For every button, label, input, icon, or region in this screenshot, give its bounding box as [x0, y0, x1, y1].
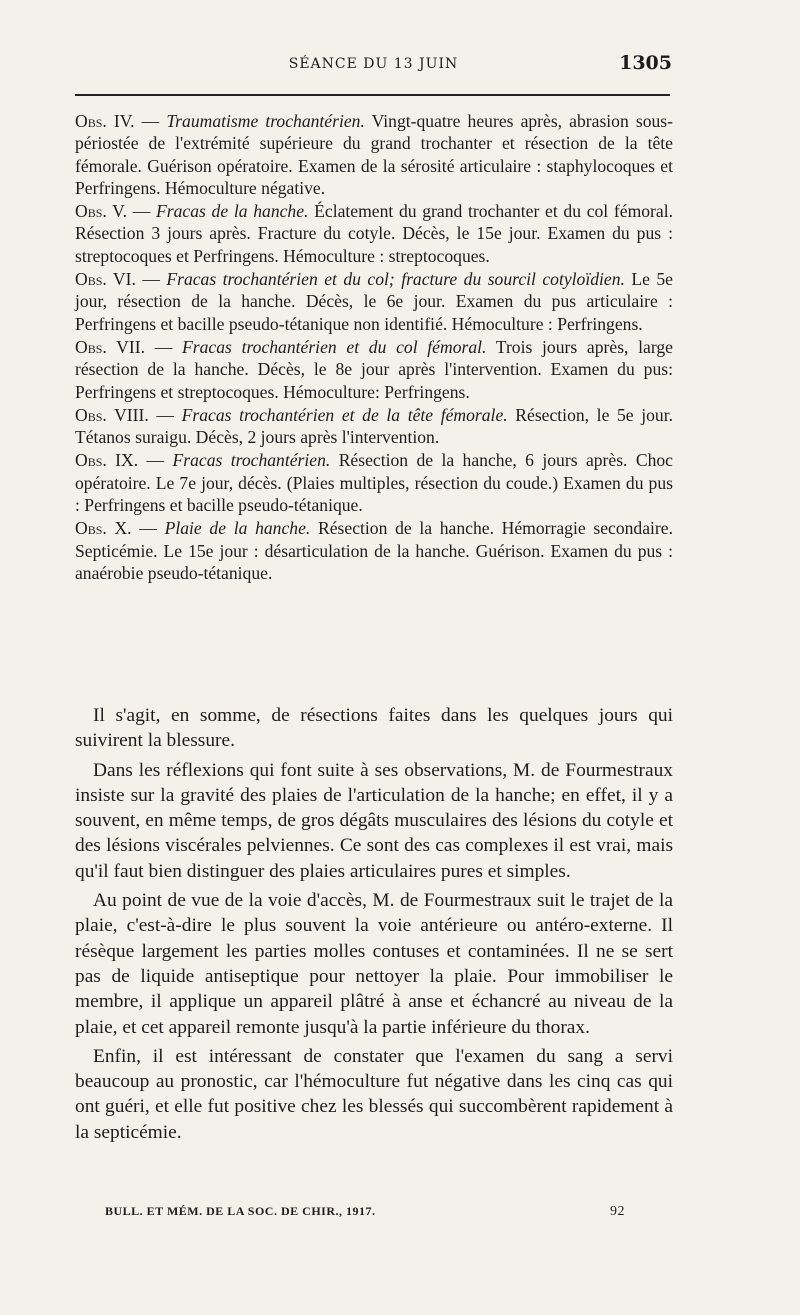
observation-title: Fracas de la hanche. — [156, 201, 309, 222]
paragraph: Dans les réflexions qui font suite à ses observations, M. de Fourmestraux insiste sur la gravité des plaies de l'articulation de la hanche; en effet, il y a souvent, en même temps, de gros dégâts musculaires des lésions du cotyle et des lésions viscérales pelviennes. Ce sont des cas complexes il est vrai, mais qu'il faut bien distinguer des plaies articulaires pures et simples. — [75, 759, 673, 882]
body-text — [75, 703, 673, 1149]
observation-title: Fracas trochantérien et du col fémoral. — [182, 336, 487, 357]
observation-label: Obs. VIII. — [75, 404, 149, 425]
paragraph: Enfin, il est intéressant de constater que l'examen du sang a servi beaucoup au pronostic, car l'hémoculture fut négative dans les cinq cas qui ont guéri, et elle fut positive chez les blessés qui succombèrent rapidement à la septicémie. — [75, 1045, 673, 1143]
observation-item: Obs. V. — Fracas de la hanche. Éclatement du grand trochanter et du col fémoral. Résection 3 jours après. Fracture du cotyle. Décès, le 15e jour. Examen du pus : streptocoques et Perfringens. Hémoculture : streptocoques. — [75, 201, 673, 266]
observation-item: Obs. VI. — Fracas trochantérien et du col; fracture du sourcil cotyloïdien. Le 5e jour, résection de la hanche. Décès, le 6e jour. Examen du pus articulaire : Perfringens et bacille pseudo-tétanique non identifié. Hémoculture : Perfringens. — [75, 269, 673, 334]
observation-text: Résection de la hanche. Hémorragie secondaire. Septicémie. Le 15e jour : désarticulation de la hanche. Guérison. Examen du pus : anaérobie pseudo-tétanique. — [75, 518, 673, 583]
paragraph: Au point de vue de la voie d'accès, M. de Fourmestraux suit le trajet de la plaie, c'est-à-dire le plus souvent la voie antérieure ou antéro-externe. Il résèque largement les parties molles contuses et contaminées. Il ne se sert pas de liquide antiseptique pour nettoyer la plaie. Pour immobiliser le membre, il applique un appareil plâtré à anse et échancré au niveau de la plaie, et cet appareil remonte jusqu'à la partie inférieure du thorax. — [75, 890, 673, 1038]
observation-label: Obs. X. — [75, 518, 132, 539]
running-title: SÉANCE DU 13 JUIN — [288, 56, 459, 72]
observation-title: Fracas trochantérien et du col; fracture du sourcil cotyloïdien. — [166, 269, 625, 290]
observation-item: Obs. IV. — Traumatisme trochantérien. Vingt-quatre heures après, abrasion sous-périostée de l'extrémité supérieure du grand trochanter et résection de la tête fémorale. Guérison opératoire. Examen de la sérosité articulaire : staphylocoques et Perfringens. Hémoculture négative. — [75, 111, 674, 198]
page-number: 1305 — [619, 52, 672, 74]
observation-label: Obs. VI. — [75, 269, 136, 290]
observation-text: Résection, le 5e jour. Tétanos suraigu. Décès, 2 jours après l'intervention. — [75, 404, 674, 448]
observation-label: Obs. IV. — [75, 111, 135, 131]
publication-source: BULL. ET MÉM. DE LA SOC. DE CHIR., 1917. — [105, 1204, 376, 1218]
observations-list — [75, 110, 673, 585]
observation-label: Obs. V. — [75, 201, 127, 222]
observation-item: Obs. VII. — Fracas trochantérien et du col fémoral. Trois jours après, large résection de la hanche. Décès, le 8e jour après l'intervention. Examen du pus: Perfringens et streptocoques. Hémoculture: Perfringens. — [75, 336, 673, 402]
paragraph: Il s'agit, en somme, de résections faites dans les quelques jours qui suivirent la blessure. — [75, 705, 673, 752]
observation-title: Fracas trochantérien et de la tête fémorale. — [181, 404, 508, 425]
observation-text: Le 5e jour, résection de la hanche. Décès, le 6e jour. Examen du pus articulaire : Perfringens et bacille pseudo-tétanique non identifié. Hémoculture : Perfringens. — [75, 269, 673, 334]
observation-text: Éclatement du grand trochanter et du col fémoral. Résection 3 jours après. Fracture du cotyle. Décès, le 15e jour. Examen du pus : streptocoques et Perfringens. Hémoculture : streptocoques. — [75, 201, 673, 266]
observation-item: Obs. X. — Plaie de la hanche. Résection de la hanche. Hémorragie secondaire. Septicémie. Le 15e jour : désarticulation de la hanche. Guérison. Examen du pus : anaérobie pseudo-tétanique. — [75, 518, 673, 583]
observation-item: Obs. IX. — Fracas trochantérien. Résection de la hanche, 6 jours après. Choc opératoire. Le 7e jour, décès. (Plaies multiples, résection du coude.) Examen du pus : Perfringens et bacille pseudo-tétanique. — [75, 450, 673, 516]
observation-item: Obs. VIII. — Fracas trochantérien et de la tête fémorale. Résection, le 5e jour. Tétanos suraigu. Décès, 2 jours après l'intervention. — [75, 404, 674, 448]
signature-mark: 92 — [610, 1204, 625, 1219]
observation-title: Fracas trochantérien. — [172, 450, 331, 471]
observation-text: Trois jours après, large résection de la hanche. Décès, le 8e jour après l'intervention. Examen du pus: Perfringens et streptocoques. Hémoculture: Perfringens. — [75, 336, 673, 402]
observation-title: Plaie de la hanche. — [164, 518, 311, 539]
observation-label: Obs. VII. — [75, 336, 145, 357]
header-rule — [75, 94, 670, 96]
page-header — [75, 50, 672, 78]
observation-text: Résection de la hanche, 6 jours après. Choc opératoire. Le 7e jour, décès. (Plaies multiples, résection du coude.) Examen du pus : Perfringens et bacille pseudo-tétanique. — [75, 450, 673, 516]
page-footer — [105, 1204, 625, 1224]
observation-label: Obs. IX. — [75, 450, 139, 471]
observation-text: Vingt-quatre heures après, abrasion sous-périostée de l'extrémité supérieure du grand trochanter et résection de la tête fémorale. Guérison opératoire. Examen de la sérosité articulaire : staphylocoques et Perfringens. Hémoculture négative. — [75, 111, 674, 198]
observation-title: Traumatisme trochantérien. — [166, 111, 365, 131]
